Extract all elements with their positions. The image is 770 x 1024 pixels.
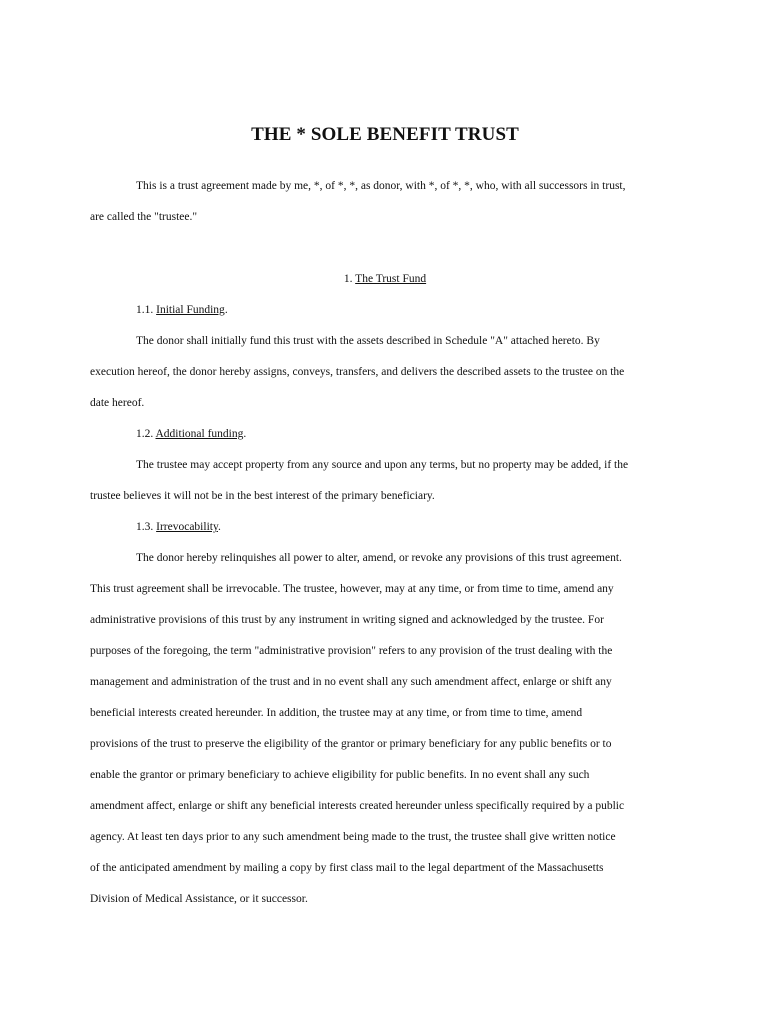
- paragraph-line: date hereof.: [90, 397, 145, 409]
- subsection-1-1-heading: [136, 303, 228, 317]
- subsection-1-1-punct: .: [224, 304, 228, 316]
- subsection-1-2-punct: .: [243, 428, 247, 440]
- paragraph-line: enable the grantor or primary beneficiary to achieve eligibility for public benefits. In no event shall any such: [90, 769, 590, 781]
- paragraph-line: The donor hereby relinquishes all power to alter, amend, or revoke any provisions of this trust agreement.: [136, 552, 622, 564]
- subsection-1-2-number: 1.2.: [136, 428, 156, 440]
- paragraph-line: provisions of the trust to preserve the eligibility of the grantor or primary beneficiary for any public benefits or to: [90, 738, 612, 750]
- paragraph-line: administrative provisions of this trust by any instrument in writing signed and acknowledged by the trustee. For: [90, 614, 604, 626]
- paragraph-line: purposes of the foregoing, the term "administrative provision" refers to any provision of the trust dealing with the: [90, 645, 613, 657]
- section-1-heading: [0, 272, 770, 286]
- paragraph-line: Division of Medical Assistance, or it successor.: [90, 893, 308, 905]
- subsection-1-2-heading: [136, 427, 246, 441]
- paragraph-line: management and administration of the trust and in no event shall any such amendment affect, enlarge or shift any: [90, 676, 612, 688]
- subsection-1-3-punct: .: [217, 521, 221, 533]
- paragraph-line: beneficial interests created hereunder. In addition, the trustee may at any time, or from time to time, amend: [90, 707, 583, 719]
- paragraph-line: The trustee may accept property from any source and upon any terms, but no property may be added, if the: [136, 459, 629, 471]
- paragraph-line: execution hereof, the donor hereby assigns, conveys, transfers, and delivers the described assets to the trustee on the: [90, 366, 625, 378]
- paragraph-line: This trust agreement shall be irrevocable. The trustee, however, may at any time, or from time to time, amend any: [90, 583, 614, 595]
- paragraph-line: agency. At least ten days prior to any such amendment being made to the trust, the trustee shall give written notice: [90, 831, 616, 843]
- intro-line-1: This is a trust agreement made by me, *, of *, *, as donor, with *, of *, *, who, with all successors in trust,: [136, 180, 626, 192]
- intro-line-2: are called the "trustee.": [90, 211, 198, 223]
- subsection-1-3-number: 1.3.: [136, 521, 157, 533]
- subsection-1-1-title: Initial Funding: [156, 304, 225, 316]
- paragraph-line: of the anticipated amendment by mailing a copy by first class mail to the legal department of the Massachusetts: [90, 862, 604, 874]
- paragraph-line: The donor shall initially fund this trust with the assets described in Schedule "A" attached hereto. By: [136, 335, 600, 347]
- subsection-1-1-number: 1.1.: [136, 304, 157, 316]
- subsection-1-3-title: Irrevocability: [156, 521, 218, 533]
- subsection-1-3-heading: [136, 520, 221, 534]
- section-1-number: 1.: [343, 273, 356, 285]
- paragraph-line: amendment affect, enlarge or shift any beneficial interests created hereunder unless specifically required by a public: [90, 800, 625, 812]
- document-title: THE * SOLE BENEFIT TRUST: [251, 124, 519, 145]
- paragraph-line: trustee believes it will not be in the best interest of the primary beneficiary.: [90, 490, 435, 502]
- section-1-title: The Trust Fund: [355, 273, 427, 285]
- subsection-1-2-title: Additional funding: [155, 428, 244, 440]
